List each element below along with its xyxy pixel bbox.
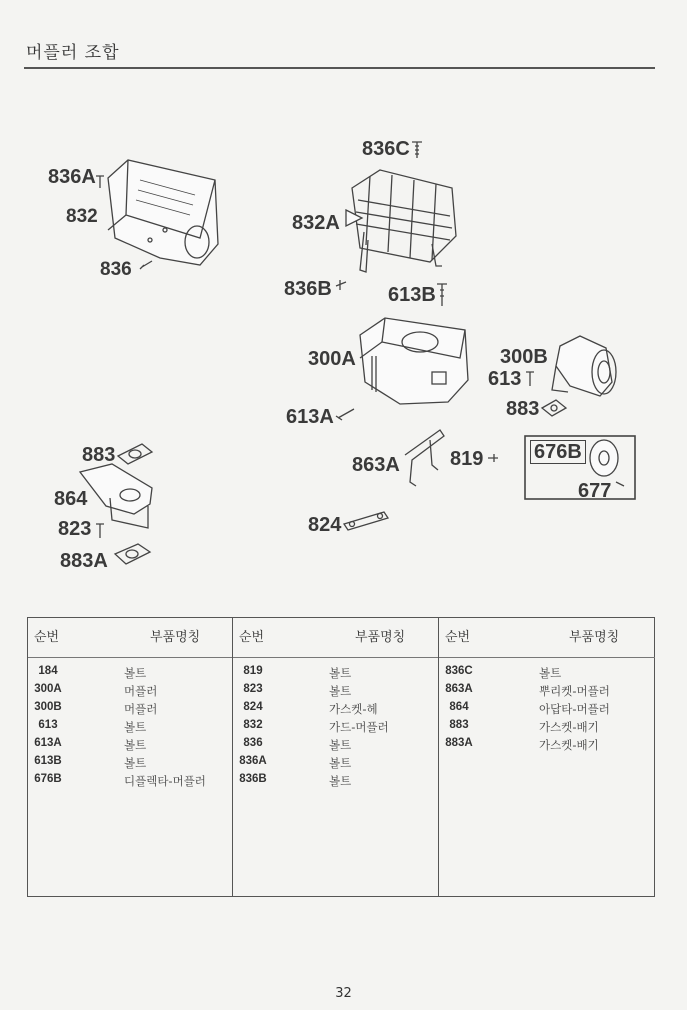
table-row bbox=[233, 665, 439, 683]
table-row bbox=[233, 683, 439, 701]
bolt-823-drawing bbox=[96, 524, 104, 538]
table-row bbox=[439, 701, 655, 719]
callout-613B: 613B bbox=[388, 284, 436, 306]
part-name: 볼트 bbox=[329, 756, 352, 770]
part-name: 가스켓-헤 bbox=[329, 702, 378, 716]
part-number: 613 bbox=[38, 719, 58, 731]
table-row bbox=[233, 773, 439, 791]
callout-676B: 676B bbox=[530, 440, 586, 464]
callout-883-right: 883 bbox=[506, 398, 540, 420]
callout-300A: 300A bbox=[308, 348, 356, 370]
callout-824: 824 bbox=[308, 514, 342, 536]
part-number: 819 bbox=[243, 665, 263, 677]
part-name: 볼트 bbox=[329, 738, 352, 752]
bolt-836-drawing bbox=[140, 261, 152, 269]
table-row bbox=[28, 755, 232, 773]
part-name: 가드-머플러 bbox=[329, 720, 389, 734]
table-row bbox=[28, 719, 232, 737]
header-no: 순번 bbox=[239, 630, 265, 645]
header-no: 순번 bbox=[34, 630, 60, 645]
part-name: 볼트 bbox=[329, 684, 352, 698]
table-row bbox=[233, 737, 439, 755]
part-name: 가스켓-배기 bbox=[539, 720, 599, 734]
header-divider bbox=[233, 657, 439, 658]
wire-guard-832A-drawing bbox=[346, 170, 456, 272]
table-row bbox=[439, 737, 655, 755]
table-row bbox=[439, 719, 655, 737]
callout-863A: 863A bbox=[352, 454, 400, 476]
table-row bbox=[233, 701, 439, 719]
bolt-836A-drawing bbox=[96, 176, 104, 188]
gasket-824-drawing bbox=[344, 512, 388, 530]
part-number: 676B bbox=[34, 773, 62, 785]
table-row bbox=[28, 665, 232, 683]
part-number: 863A bbox=[445, 683, 473, 695]
part-number: 184 bbox=[38, 665, 58, 677]
callout-832A: 832A bbox=[292, 212, 340, 234]
part-number: 300A bbox=[34, 683, 62, 695]
bolt-613A-drawing bbox=[336, 409, 354, 420]
parts-rows bbox=[439, 665, 655, 755]
table-row bbox=[28, 701, 232, 719]
part-number: 300B bbox=[34, 701, 62, 713]
part-name: 볼트 bbox=[124, 666, 147, 680]
header-divider bbox=[28, 657, 232, 658]
header-no: 순번 bbox=[445, 630, 471, 645]
callout-836: 836 bbox=[100, 259, 132, 280]
part-number: 836C bbox=[445, 665, 473, 677]
callout-613A: 613A bbox=[286, 406, 334, 428]
part-name: 디플렉타-머플러 bbox=[124, 774, 206, 788]
part-number: 836 bbox=[243, 737, 263, 749]
part-number: 832 bbox=[243, 719, 263, 731]
bolt-819-drawing bbox=[488, 454, 498, 462]
callout-883A: 883A bbox=[60, 550, 108, 572]
part-name: 볼트 bbox=[124, 756, 147, 770]
callout-677: 677 bbox=[578, 480, 612, 502]
bolt-836C-drawing bbox=[412, 142, 422, 158]
part-name: 볼트 bbox=[539, 666, 562, 680]
part-number: 864 bbox=[449, 701, 469, 713]
callout-832: 832 bbox=[66, 206, 98, 227]
part-name: 볼트 bbox=[329, 666, 352, 680]
table-row bbox=[233, 719, 439, 737]
table-row bbox=[439, 665, 655, 683]
callout-836A: 836A bbox=[48, 166, 96, 188]
table-row bbox=[28, 737, 232, 755]
callout-836B: 836B bbox=[284, 278, 332, 300]
exploded-diagram bbox=[0, 120, 687, 600]
callout-300B: 300B bbox=[500, 346, 548, 368]
parts-column-3 bbox=[438, 618, 655, 896]
table-row bbox=[233, 755, 439, 773]
header-name: 부품명칭 bbox=[569, 630, 620, 645]
bracket-863A-drawing bbox=[405, 430, 444, 486]
gasket-883-right-drawing bbox=[542, 400, 566, 416]
parts-rows bbox=[233, 665, 439, 791]
part-number: 823 bbox=[243, 683, 263, 695]
gasket-883A-drawing bbox=[115, 544, 150, 564]
header-name: 부품명칭 bbox=[150, 630, 201, 645]
gasket-883-left-drawing bbox=[118, 444, 152, 464]
muffler-300A-drawing bbox=[360, 318, 468, 404]
part-name: 아답타-머플러 bbox=[539, 702, 610, 716]
part-name: 가스켓-배기 bbox=[539, 738, 599, 752]
callout-864: 864 bbox=[54, 488, 88, 510]
bolt-613B-drawing bbox=[437, 284, 447, 306]
part-name: 볼트 bbox=[124, 738, 147, 752]
part-number: 836A bbox=[239, 755, 267, 767]
callout-823: 823 bbox=[58, 518, 92, 540]
table-row bbox=[439, 683, 655, 701]
muffler-guard-832-drawing bbox=[108, 160, 218, 265]
table-row bbox=[28, 683, 232, 701]
part-name: 볼트 bbox=[124, 720, 147, 734]
part-name: 머플러 bbox=[124, 684, 158, 698]
callout-613: 613 bbox=[488, 368, 522, 390]
bolt-613-drawing bbox=[526, 372, 534, 386]
part-name: 뿌리켓-머플러 bbox=[539, 684, 610, 698]
callout-819: 819 bbox=[450, 448, 484, 470]
bolt-836B-drawing bbox=[336, 280, 346, 290]
title-rule bbox=[24, 67, 655, 69]
callout-836C: 836C bbox=[362, 138, 410, 160]
callout-883-left: 883 bbox=[82, 444, 116, 466]
parts-column-1 bbox=[28, 618, 232, 896]
muffler-300B-drawing bbox=[552, 336, 616, 396]
page-title: 머플러 조합 bbox=[26, 43, 120, 63]
part-name: 볼트 bbox=[329, 774, 352, 788]
parts-list-table bbox=[27, 617, 655, 897]
part-number: 824 bbox=[243, 701, 263, 713]
part-number: 613A bbox=[34, 737, 62, 749]
part-number: 883 bbox=[449, 719, 469, 731]
parts-rows bbox=[28, 665, 232, 791]
header-divider bbox=[439, 657, 655, 658]
part-number: 613B bbox=[34, 755, 62, 767]
part-name: 머플러 bbox=[124, 702, 158, 716]
header-name: 부품명칭 bbox=[355, 630, 406, 645]
parts-column-2 bbox=[232, 618, 439, 896]
table-row bbox=[28, 773, 232, 791]
part-number: 836B bbox=[239, 773, 267, 785]
page-number: 32 bbox=[335, 986, 352, 1001]
part-number: 883A bbox=[445, 737, 473, 749]
